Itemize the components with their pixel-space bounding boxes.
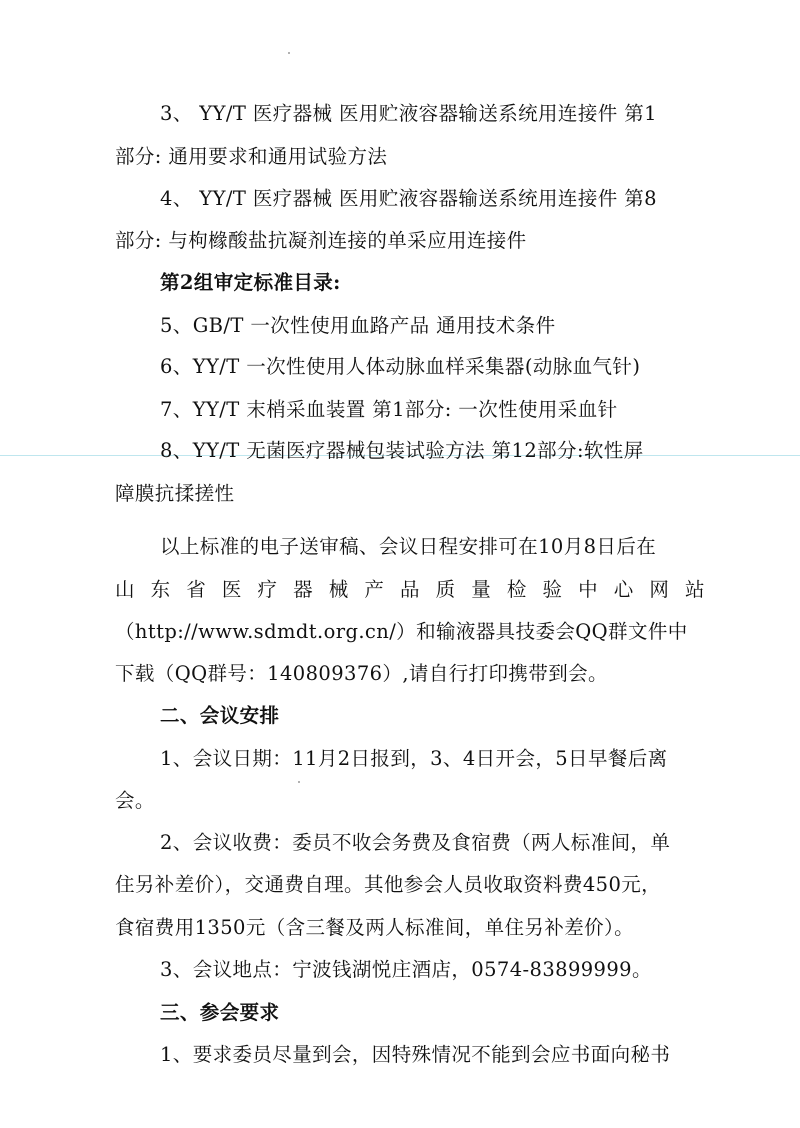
list-item-8-line-1: 8、YY/T 无菌医疗器械包装试验方法 第12部分:软性屏 <box>160 439 644 462</box>
list-item-8-line-2: 障膜抗揉搓性 <box>115 482 235 505</box>
char: 质 <box>435 578 456 601</box>
section-2-heading: 二、会议安排 <box>160 704 280 727</box>
char: 网 <box>649 578 670 601</box>
char: 山 <box>115 578 135 601</box>
char: 疗 <box>257 578 278 601</box>
meeting-fee-line-2: 住另补差价），交通费自理。其他参会人员收取资料费450元， <box>115 873 662 896</box>
char: 省 <box>186 578 207 601</box>
meeting-date-line-2: 会。 <box>115 789 155 812</box>
meeting-fee-line-3: 食宿费用1350元（含三餐及两人标准间，单住另补差价）。 <box>115 916 635 939</box>
meeting-date-line-1: 1、会议日期：11月2日报到，3、4日开会，5日早餐后离 <box>160 747 668 770</box>
meeting-fee-line-1: 2、会议收费：委员不收会务费及食宿费（两人标准间，单 <box>160 831 671 854</box>
char: 中 <box>578 578 599 601</box>
char: 量 <box>471 578 492 601</box>
meeting-location: 3、会议地点：宁波钱湖悦庄酒店，0574-83899999。 <box>160 958 652 981</box>
list-item-3-line-1: 3、 YY/T 医疗器械 医用贮液容器输送系统用连接件 第1 <box>160 102 657 125</box>
char: 医 <box>221 578 242 601</box>
char: 检 <box>506 578 527 601</box>
download-paragraph-line-1: 以上标准的电子送审稿、会议日程安排可在10月8日后在 <box>160 535 657 558</box>
char: 东 <box>150 578 171 601</box>
list-item-6: 6、YY/T 一次性使用人体动脉血样采集器(动脉血气针) <box>160 355 641 378</box>
list-item-3-line-2: 部分: 通用要求和通用试验方法 <box>115 145 388 168</box>
download-paragraph-line-2 <box>115 577 705 603</box>
section-3-heading: 三、参会要求 <box>160 1001 280 1024</box>
char: 品 <box>400 578 420 601</box>
char: 器 <box>293 578 314 601</box>
char: 站 <box>685 578 705 601</box>
char: 械 <box>328 578 349 601</box>
char: 产 <box>364 578 385 601</box>
list-item-5: 5、GB/T 一次性使用血路产品 通用技术条件 <box>160 314 556 337</box>
download-paragraph-line-3: （http://www.sdmdt.org.cn/）和输液器具技委会QQ群文件中 <box>115 620 688 643</box>
download-paragraph-line-4: 下载（QQ群号：140809376）,请自行打印携带到会。 <box>115 662 608 685</box>
char: 验 <box>542 578 563 601</box>
char: 心 <box>613 578 634 601</box>
list-item-7: 7、YY/T 末梢采血装置 第1部分: 一次性使用采血针 <box>160 398 618 421</box>
list-item-4-line-2: 部分: 与枸橼酸盐抗凝剂连接的单采应用连接件 <box>115 229 527 252</box>
list-item-4-line-1: 4、 YY/T 医疗器械 医用贮液容器输送系统用连接件 第8 <box>160 187 657 210</box>
scan-speck <box>288 52 290 54</box>
group-2-heading: 第2组审定标准目录: <box>160 271 341 294</box>
attendance-requirement-line-1: 1、要求委员尽量到会，因特殊情况不能到会应书面向秘书 <box>160 1043 671 1066</box>
scan-speck <box>298 781 300 783</box>
